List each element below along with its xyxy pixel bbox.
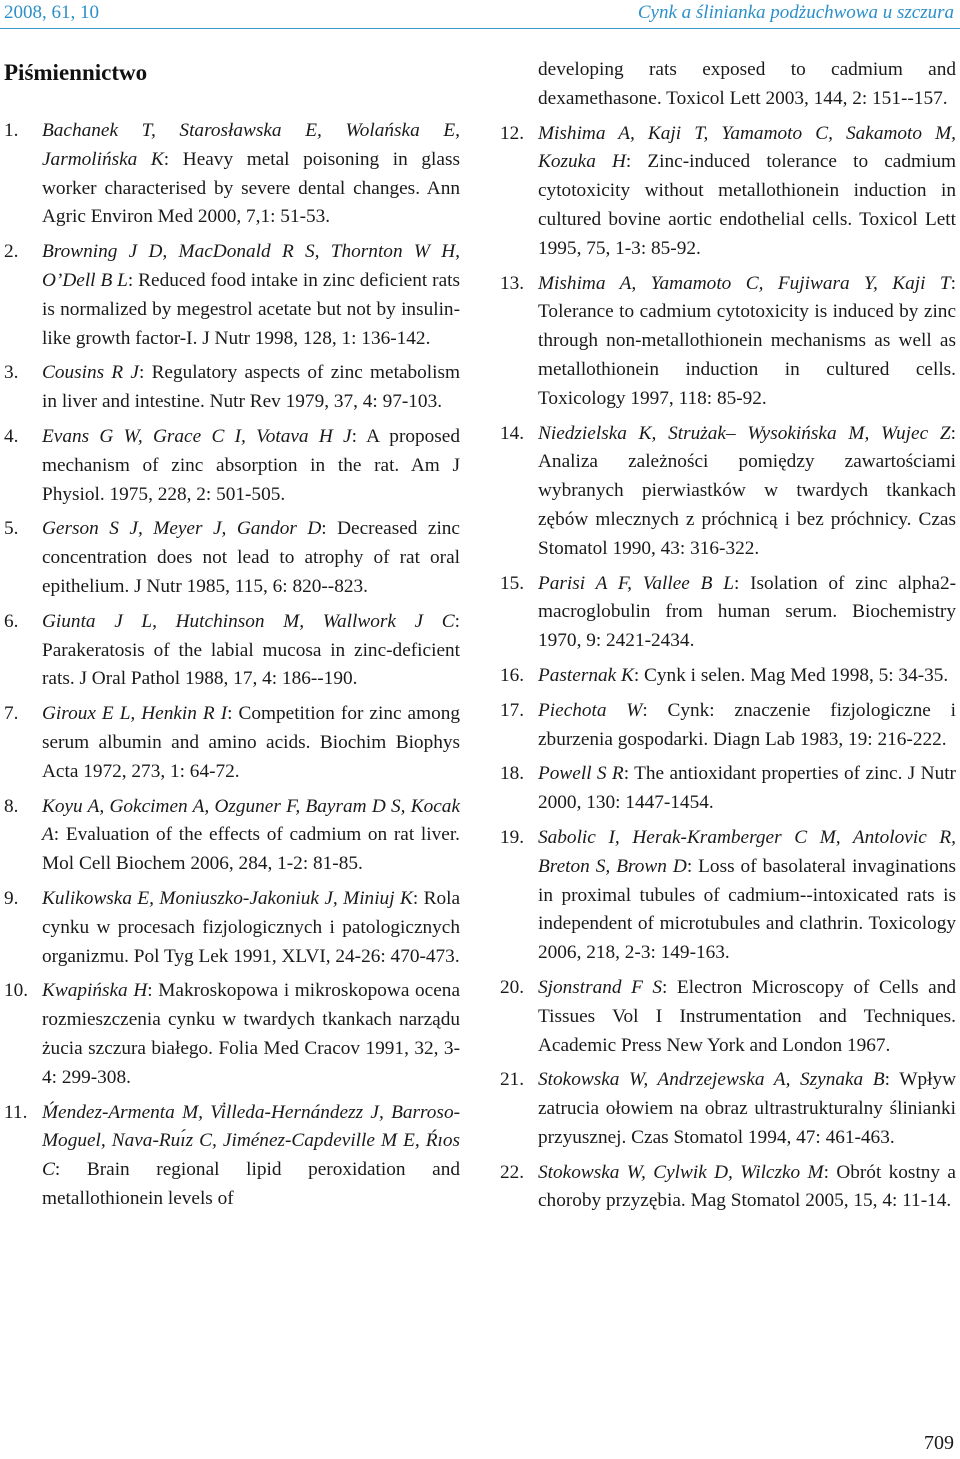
reference-text: : Competition for zinc among serum albumin and amino acids. Biochim Biophys Acta 1972, 273, 1: 64-72. xyxy=(42,703,460,782)
reference-text: : Wpływ zatrucia ołowiem na obraz ultrastrukturalny ślinianki przyusznej. Czas Stomatol 1994, 47: 461-463. xyxy=(538,1069,957,1148)
reference-item xyxy=(4,608,460,694)
reference-authors: Mishima A, Kaji T, Yamamoto C, Sakamoto M, Kozuka H xyxy=(538,122,956,173)
reference-item xyxy=(500,1066,956,1152)
reference-authors: Niedzielska K, Strużak– Wysokińska M, Wujec Z xyxy=(538,422,951,444)
references-left-column xyxy=(4,117,460,1220)
reference-item xyxy=(4,238,460,353)
reference-authors: Ḿendez-Armenta M, Vi̇lleda-Hernándezz J, Barroso-Moguel, Nava-Ruı́z C, Jiménez-Capdeville M E, Ŕıos C xyxy=(42,1101,460,1181)
reference-item xyxy=(4,359,460,417)
reference-authors: Pasternak K xyxy=(538,664,634,686)
reference-authors: Sabolic I, Herak-Kramberger C M, Antolovic R, Breton S, Brown D xyxy=(538,826,956,877)
reference-continuation xyxy=(500,56,956,114)
reference-text: : Cynk i selen. Mag Med 1998, 5: 34-35. xyxy=(633,664,949,686)
reference-text: : Brain regional lipid peroxidation and metallothionein levels of xyxy=(42,1159,460,1209)
reference-number: 3. xyxy=(4,362,19,384)
reference-text: : Makroskopowa i mikroskopowa ocena rozmieszczenia cynku w twardych tkankach narządu żucia szczura białego. Folia Med Cracov 1991, 32, 3-4: 299-308. xyxy=(42,980,460,1088)
reference-authors: Gerson S J, Meyer J, Gandor D xyxy=(42,518,322,540)
reference-item xyxy=(500,760,956,818)
references-right-column xyxy=(500,56,956,1222)
reference-authors: Stokowska W, Cylwik D, Wilczko M xyxy=(538,1161,824,1183)
reference-number: 5. xyxy=(4,518,19,540)
reference-number: 8. xyxy=(4,795,19,817)
reference-text: : Regulatory aspects of zinc metabolism in liver and intestine. Nutr Rev 1979, 37, 4: 97-103. xyxy=(42,362,461,413)
reference-number: 6. xyxy=(4,610,19,632)
reference-text: : A proposed mechanism of zinc absorption in the rat. Am J Physiol. 1975, 228, 2: 501-505. xyxy=(42,425,460,505)
reference-text: developing rats exposed to cadmium and dexamethasone. Toxicol Lett 2003, 144, 2: 151--157. xyxy=(538,59,956,109)
reference-number: 15. xyxy=(500,572,525,594)
reference-authors: Evans G W, Grace C I, Votava H J xyxy=(42,425,352,447)
reference-number: 4. xyxy=(4,425,19,447)
reference-text: : Tolerance to cadmium cytotoxicity is induced by zinc through non-metallothionein mechanisms as well as metallothionein induction in cultured cells. Toxicology 1997, 118: 85-92. xyxy=(538,272,956,409)
page-number: 709 xyxy=(924,1432,954,1454)
reference-text: : Zinc-induced tolerance to cadmium cytotoxicity without metallothionein induction in cultured bovine aortic endothelial cells. Toxicol Lett 1995, 75, 1-3: 85-92. xyxy=(538,151,956,259)
reference-number: 20. xyxy=(500,976,525,998)
reference-authors: Mishima A, Yamamoto C, Fujiwara Y, Kaji T xyxy=(538,272,951,294)
reference-item xyxy=(4,1099,460,1214)
reference-authors: Stokowska W, Andrzejewska A, Szynaka B xyxy=(538,1069,885,1091)
reference-authors: Browning J D, MacDonald R S, Thornton W H, O’Dell B L xyxy=(42,241,460,291)
reference-number: 9. xyxy=(4,887,19,909)
reference-item xyxy=(4,793,460,879)
references-heading: Piśmiennictwo xyxy=(4,60,148,85)
reference-number: 10. xyxy=(4,980,29,1002)
reference-number: 18. xyxy=(500,763,525,785)
reference-authors: Cousins R J xyxy=(42,362,139,384)
reference-item xyxy=(500,570,956,656)
running-header xyxy=(0,0,960,29)
reference-number: 7. xyxy=(4,703,19,725)
reference-text: : Decreased zinc concentration does not lead to atrophy of rat oral epithelium. J Nutr 1985, 115, 6: 820--823. xyxy=(42,518,460,597)
reference-item xyxy=(500,1159,956,1217)
reference-number: 16. xyxy=(500,664,525,686)
reference-text: : Cynk: znaczenie fizjologiczne i zburzenia gospodarki. Diagn Lab 1983, 19: 216-222. xyxy=(538,699,956,750)
reference-number: 22. xyxy=(500,1161,525,1183)
reference-item xyxy=(500,974,956,1060)
reference-number: 17. xyxy=(500,699,525,721)
reference-number: 19. xyxy=(500,826,525,848)
reference-authors: Bachanek T, Starosławska E, Wolańska E, Jarmolińska K xyxy=(42,120,460,170)
reference-authors: Kwapińska H xyxy=(42,980,148,1002)
reference-text: : Loss of basolateral invaginations in proximal tubules of cadmium--intoxicated rats is independent of microtubules and clathrin. Toxicology 2006, 218, 2-3: 149-163. xyxy=(538,855,956,964)
reference-number: 21. xyxy=(500,1069,525,1091)
journal-issue: 2008, 61, 10 xyxy=(4,2,99,23)
reference-item xyxy=(4,700,460,786)
reference-item xyxy=(4,885,460,971)
reference-item xyxy=(4,977,460,1092)
reference-authors: Powell S R xyxy=(538,763,624,785)
reference-item xyxy=(4,423,460,509)
reference-item xyxy=(500,697,956,755)
reference-number: 1. xyxy=(4,120,19,141)
reference-item xyxy=(500,662,956,691)
reference-number: 14. xyxy=(500,422,525,444)
reference-text: : Obrót kostny a choroby przyzębia. Mag Stomatol 2005, 15, 4: 11-14. xyxy=(538,1161,956,1212)
reference-text: : Heavy metal poisoning in glass worker characterised by severe dental changes. Ann Agric Environ Med 2000, 7,1: 51-53. xyxy=(42,148,460,228)
reference-number: 13. xyxy=(500,272,525,294)
reference-text: : Isolation of zinc alpha2-macroglobulin from human serum. Biochemistry 1970, 9: 2421-2434. xyxy=(538,572,957,652)
reference-authors: Giunta J L, Hutchinson M, Wallwork J C xyxy=(42,610,455,632)
reference-authors: Giroux E L, Henkin R I xyxy=(42,703,228,725)
reference-text: : Evaluation of the effects of cadmium on rat liver. Mol Cell Biochem 2006, 284, 1-2: 81-85. xyxy=(42,824,460,875)
reference-item xyxy=(500,824,956,968)
reference-text: : The antioxidant properties of zinc. J Nutr 2000, 130: 1447-1454. xyxy=(538,763,956,814)
reference-text: : Analiza zależności pomiędzy zawartościami wybranych pierwiastków w twardych tkankach zębów mlecznych z próchnicą i bez próchnicy. Czas Stomatol 1990, 43: 316-322. xyxy=(538,422,956,559)
reference-item xyxy=(500,270,956,414)
reference-number: 2. xyxy=(4,241,19,263)
reference-authors: Sjonstrand F S xyxy=(538,976,663,998)
reference-authors: Piechota W xyxy=(538,699,643,721)
reference-text: : Parakeratosis of the labial mucosa in zinc-deficient rats. J Oral Pathol 1988, 17, 4: 186--190. xyxy=(42,610,460,690)
reference-number: 11. xyxy=(4,1101,28,1123)
reference-item xyxy=(500,420,956,564)
reference-item xyxy=(4,515,460,601)
reference-item xyxy=(4,117,460,232)
reference-authors: Parisi A F, Vallee B L xyxy=(538,572,734,594)
reference-item xyxy=(500,120,956,264)
reference-authors: Koyu A, Gokcimen A, Ozguner F, Bayram D S, Kocak A xyxy=(42,795,460,846)
article-running-title: Cynk a ślinianka podżuchwowa u szczura xyxy=(637,2,954,23)
reference-text: : Electron Microscopy of Cells and Tissues Vol I Instrumentation and Techniques. Academic Press New York and London 1967. xyxy=(538,976,956,1056)
reference-text: : Rola cynku w procesach fizjologicznych i patologicznych organizmu. Pol Tyg Lek 1991, XLVI, 24-26: 470-473. xyxy=(42,887,461,967)
reference-authors: Kulikowska E, Moniuszko-Jakoniuk J, Miniuj K xyxy=(42,887,413,909)
reference-number: 12. xyxy=(500,122,525,144)
reference-text: : Reduced food intake in zinc deficient rats is normalized by megestrol acetate but not by insulin-like growth factor-I. J Nutr 1998, 128, 1: 136-142. xyxy=(42,269,461,349)
